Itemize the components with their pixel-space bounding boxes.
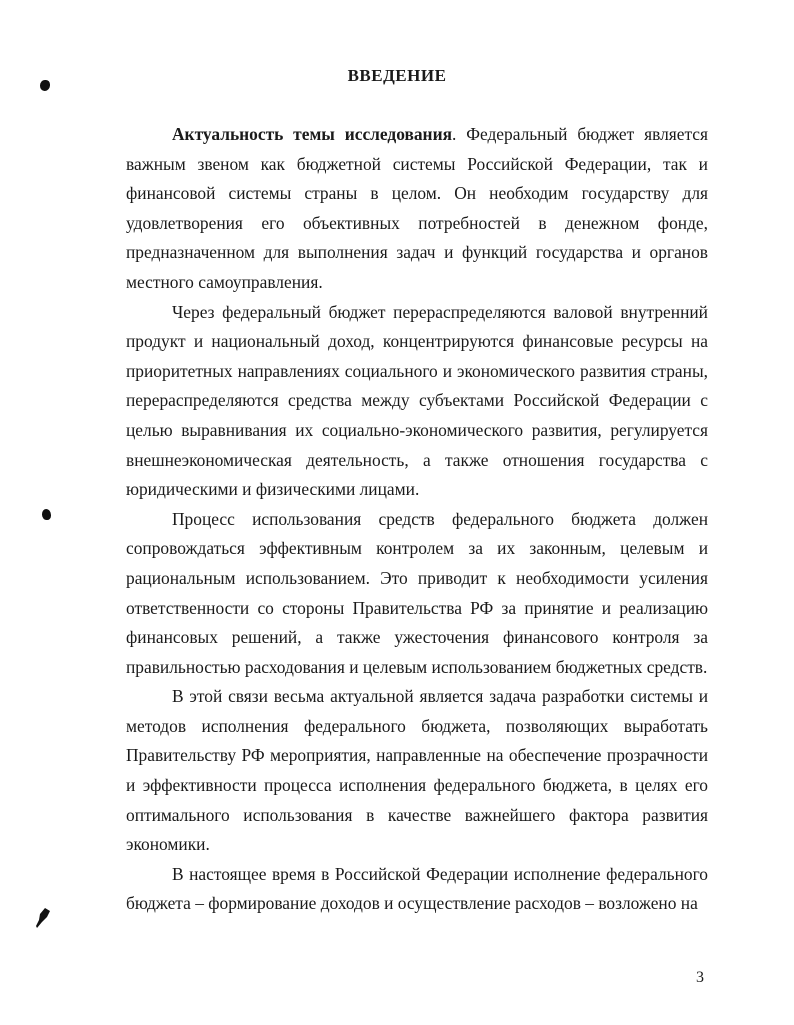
- body-text: [126, 120, 708, 919]
- paragraph: [126, 120, 708, 298]
- paragraph: В этой связи весьма актуальной является задача разработки системы и методов исполнения федерального бюджета, позволяющих выработать Правительству РФ мероприятия, направленные на обеспечение прозрачности и эффективности процесса исполнения федерального бюджета, в целях его оптимального использования в качестве важнейшего фактора развития экономики.: [126, 686, 708, 855]
- page-title: ВВЕДЕНИЕ: [347, 66, 447, 85]
- scan-speck: [42, 509, 51, 520]
- paragraph: Через федеральный бюджет перераспределяются валовой внутренний продукт и национальный доход, концентрируются финансовые ресурсы на приоритетных направлениях социального и экономического развития страны, перераспределяются средства между субъектами Российской Федерации с целью выравнивания их социально-экономического развития, регулируется внешнеэкономическая деятельность, а также отношения государства с юридическими и физическими лицами.: [126, 301, 708, 500]
- paragraph: Процесс использования средств федерального бюджета должен сопровождаться эффективным контролем за их законным, целевым и рациональным использованием. Это приводит к необходимости усиления ответственности со стороны Правительства РФ за принятие и реализацию финансовых решений, а также ужесточения финансового контроля за правильностью расходования и целевым использованием бюджетных средств.: [126, 508, 708, 677]
- scan-speck: [36, 908, 50, 928]
- paragraph-text: . Федеральный бюджет является важным звеном как бюджетной системы Российской Федерации, так и финансовой системы страны в целом. Он необходим государству для удовлетворения его объективных потребностей в денежном фонде, предназначенном для выполнения задач и функций государства и органов местного самоуправления.: [126, 124, 708, 292]
- paragraph: В настоящее время в Российской Федерации исполнение федерального бюджета – формирование доходов и осуществление расходов – возложено на: [126, 863, 708, 914]
- page-number: 3: [696, 969, 704, 986]
- paragraph-lead: Актуальность темы исследования: [172, 124, 453, 144]
